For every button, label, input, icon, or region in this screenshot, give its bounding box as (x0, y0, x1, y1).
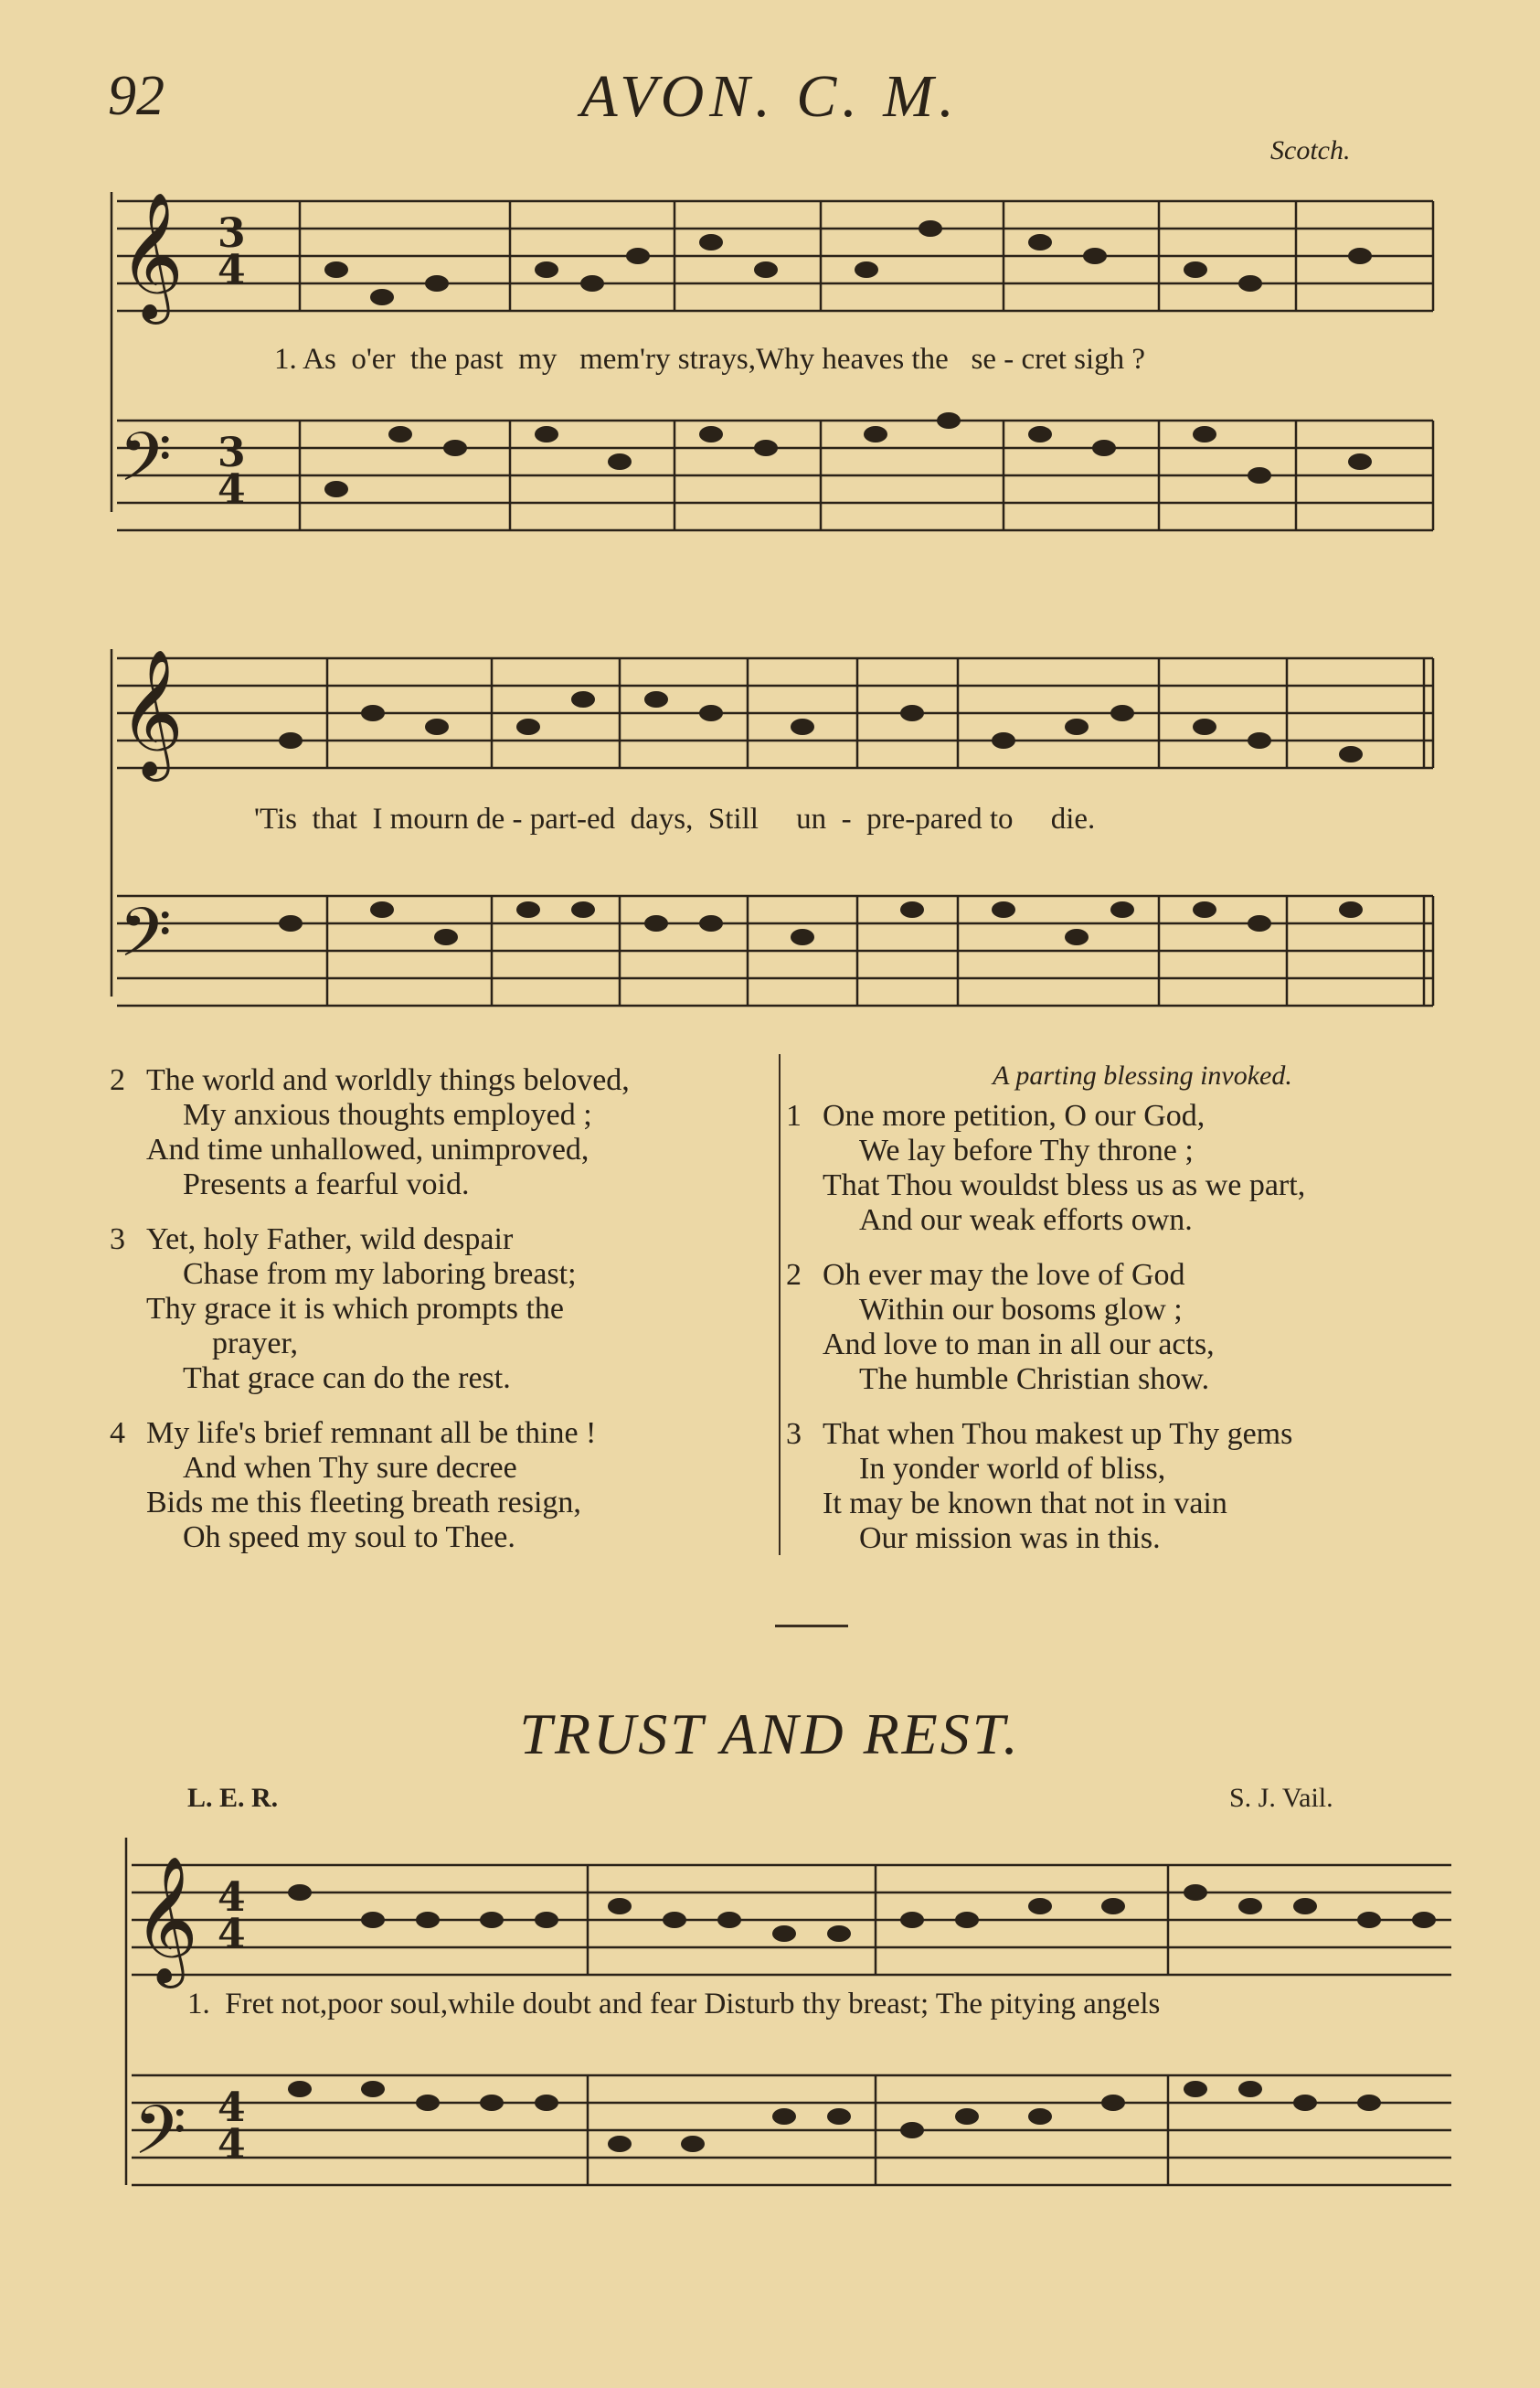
verse-alt-1: 1 One more petition, O our God, We lay before Thy throne ; That Thou wouldst bless us as we part, And our weak efforts own. (786, 1099, 1306, 1237)
verses-left-column (110, 1063, 777, 1575)
svg-text:4: 4 (218, 2121, 246, 2168)
svg-text:3: 3 (218, 210, 246, 257)
verse-alt-3: 3 That when Thou makest up Thy gems In yonder world of bliss, It may be known that not in vain Our mission was in this. (786, 1417, 1293, 1555)
svg-text:4: 4 (218, 247, 246, 293)
lyrics-line-1: 1. As o'er the past my mem'ry strays,Why heaves the se - cret sigh ? (274, 343, 1146, 376)
hymn2-title: TRUST AND REST. (519, 1701, 1021, 1766)
tune-origin: Scotch. (1270, 135, 1351, 165)
column-divider (779, 1054, 781, 1555)
verse-alt-2: 2 Oh ever may the love of God Within our bosoms glow ; And love to man in all our acts, The humble Christian show. (786, 1258, 1215, 1396)
section-separator (775, 1625, 848, 1627)
svg-text:𝄢: 𝄢 (119, 418, 172, 514)
svg-text:4: 4 (218, 1874, 246, 1921)
verse-2: 2 The world and worldly things beloved, My anxious thoughts employed ; And time unhallowed, unimproved, Presents a fearful void. (110, 1063, 630, 1201)
verse-4: 4 My life's brief remnant all be thine ! And when Thy sure decree Bids me this fleeting breath resign, Oh speed my soul to Thee. (110, 1416, 597, 1554)
tune-title: AVON. C. M. (580, 63, 960, 130)
svg-text:4: 4 (218, 1911, 246, 1957)
svg-text:𝄢: 𝄢 (133, 2091, 186, 2187)
svg-text:𝄞: 𝄞 (133, 1856, 198, 1983)
hymn2-lyrics-line-1: 1. Fret not,poor soul,while doubt and fear Disturb thy breast; The pitying angels (187, 1988, 1161, 2020)
svg-text:𝄞: 𝄞 (119, 649, 184, 776)
verse-3: 3 Yet, holy Father, wild despair Chase from my laboring breast; Thy grace it is which prompts the prayer, That grace can do the rest. (110, 1222, 577, 1395)
svg-text:4: 4 (218, 2084, 246, 2131)
svg-text:𝄞: 𝄞 (119, 192, 184, 319)
page-number: 92 (108, 65, 165, 127)
verses-right-column (786, 1059, 1462, 1576)
lyrics-line-2: 'Tis that I mourn de - part-ed days, Still un - pre-pared to die. (254, 803, 1096, 836)
verse-heading: A parting blessing invoked. (993, 1061, 1292, 1091)
hymn2-composer: S. J. Vail. (1229, 1783, 1333, 1813)
svg-text:3: 3 (218, 430, 246, 476)
svg-text:4: 4 (218, 466, 246, 513)
svg-text:𝄢: 𝄢 (119, 893, 172, 989)
hymn2-author: L. E. R. (187, 1783, 279, 1813)
